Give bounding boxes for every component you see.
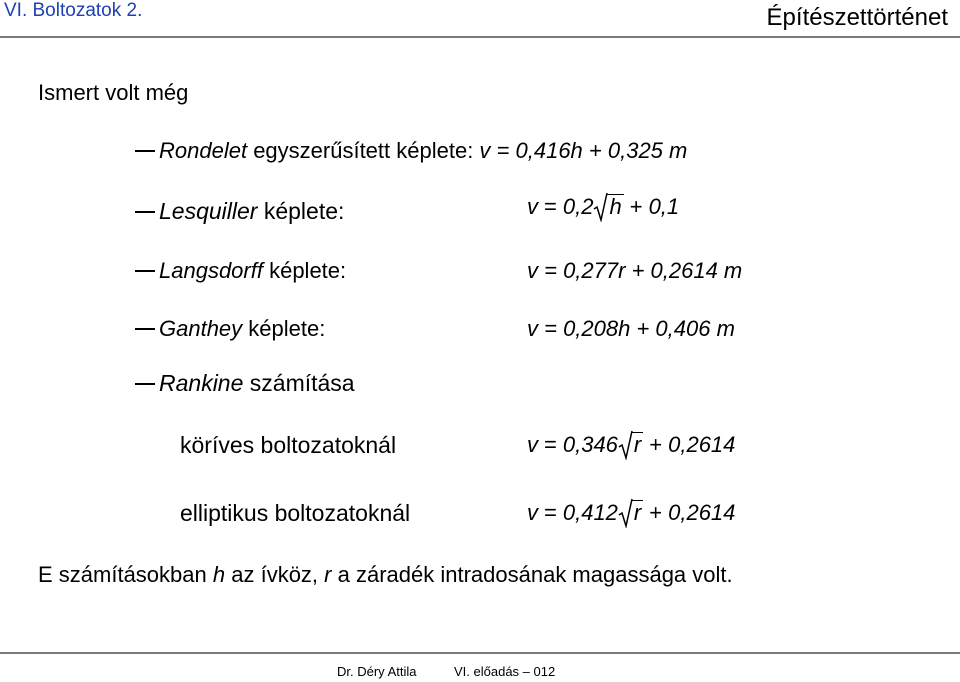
- circular-label: köríves boltozatoknál: [180, 432, 397, 458]
- sqrt-symbol: [622, 432, 643, 458]
- formula-equals: =: [544, 432, 557, 457]
- conclusion-text: [38, 562, 733, 588]
- formula-coefficient: 0,2: [562, 194, 594, 219]
- lesquiller-line: [135, 198, 344, 225]
- formula-constant: 0,2614: [668, 432, 736, 457]
- footer-lecture: [454, 664, 555, 679]
- rankine-line: [135, 370, 355, 397]
- rankine-text: számítása: [243, 370, 355, 396]
- bullet-dash: [135, 328, 155, 330]
- rankine-name: Rankine: [159, 370, 244, 396]
- ganthey-line: [135, 316, 325, 342]
- rondelet-name: Rondelet: [159, 138, 248, 163]
- formula-coefficient: 0,412: [562, 500, 618, 525]
- ganthey-name: Ganthey: [159, 316, 243, 341]
- sqrt-symbol: [622, 500, 643, 526]
- conclusion-part-3: a záradék intradosának magassága volt.: [331, 562, 733, 587]
- circular-formula: [527, 432, 735, 458]
- sqrt-symbol: [597, 194, 623, 220]
- formula-plus: +: [649, 432, 663, 457]
- formula-radicand: r: [633, 500, 642, 525]
- footer-lecture-label: VI. előadás: [454, 664, 520, 679]
- header-divider: [0, 36, 960, 38]
- ganthey-text: képlete:: [242, 316, 326, 341]
- conclusion-part-2: az ívköz,: [225, 562, 325, 587]
- formula-plus: +: [629, 194, 643, 219]
- footer-divider: [0, 652, 960, 654]
- formula-radicand: r: [633, 432, 642, 457]
- footer-separator: –: [519, 664, 534, 679]
- bullet-dash: [135, 211, 155, 213]
- formula-equals: =: [544, 194, 557, 219]
- elliptic-label: elliptikus boltozatoknál: [180, 500, 411, 526]
- footer-slide-number: 012: [533, 664, 556, 679]
- formula-v: v: [527, 500, 538, 525]
- formula-radicand: h: [609, 194, 622, 219]
- langsdorff-text: képlete:: [262, 258, 347, 283]
- lesquiller-text: képlete:: [257, 198, 345, 224]
- rondelet-formula: v = 0,416h + 0,325 m: [479, 138, 688, 163]
- formula-v: v: [527, 194, 538, 219]
- bullet-dash: [135, 383, 155, 385]
- conclusion-h: h: [212, 562, 226, 587]
- formula-v: v: [527, 432, 538, 457]
- conclusion-part-1: E számításokban: [38, 562, 213, 587]
- rondelet-text: egyszerűsített képlete:: [247, 138, 480, 163]
- formula-plus: +: [649, 500, 663, 525]
- intro-text: Ismert volt még: [38, 80, 189, 105]
- course-title: VI. Boltozatok 2.: [4, 0, 143, 21]
- bullet-dash: [135, 270, 155, 272]
- lesquiller-formula: [527, 194, 679, 220]
- formula-constant: 0,1: [648, 194, 680, 219]
- langsdorff-name: Langsdorff: [159, 258, 263, 283]
- rondelet-line: [135, 138, 687, 164]
- formula-coefficient: 0,346: [562, 432, 618, 457]
- conclusion-r: r: [324, 562, 332, 587]
- lesquiller-name: Lesquiller: [159, 198, 258, 224]
- bullet-dash: [135, 150, 155, 152]
- footer-author: Dr. Déry Attila: [337, 664, 417, 679]
- ganthey-formula: v = 0,208h + 0,406 m: [527, 316, 735, 341]
- langsdorff-formula: v = 0,277r + 0,2614 m: [527, 258, 743, 283]
- formula-equals: =: [544, 500, 557, 525]
- formula-constant: 0,2614: [668, 500, 736, 525]
- langsdorff-line: [135, 258, 346, 284]
- subject-title: Építészettörténet: [766, 4, 948, 31]
- elliptic-formula: [527, 500, 735, 526]
